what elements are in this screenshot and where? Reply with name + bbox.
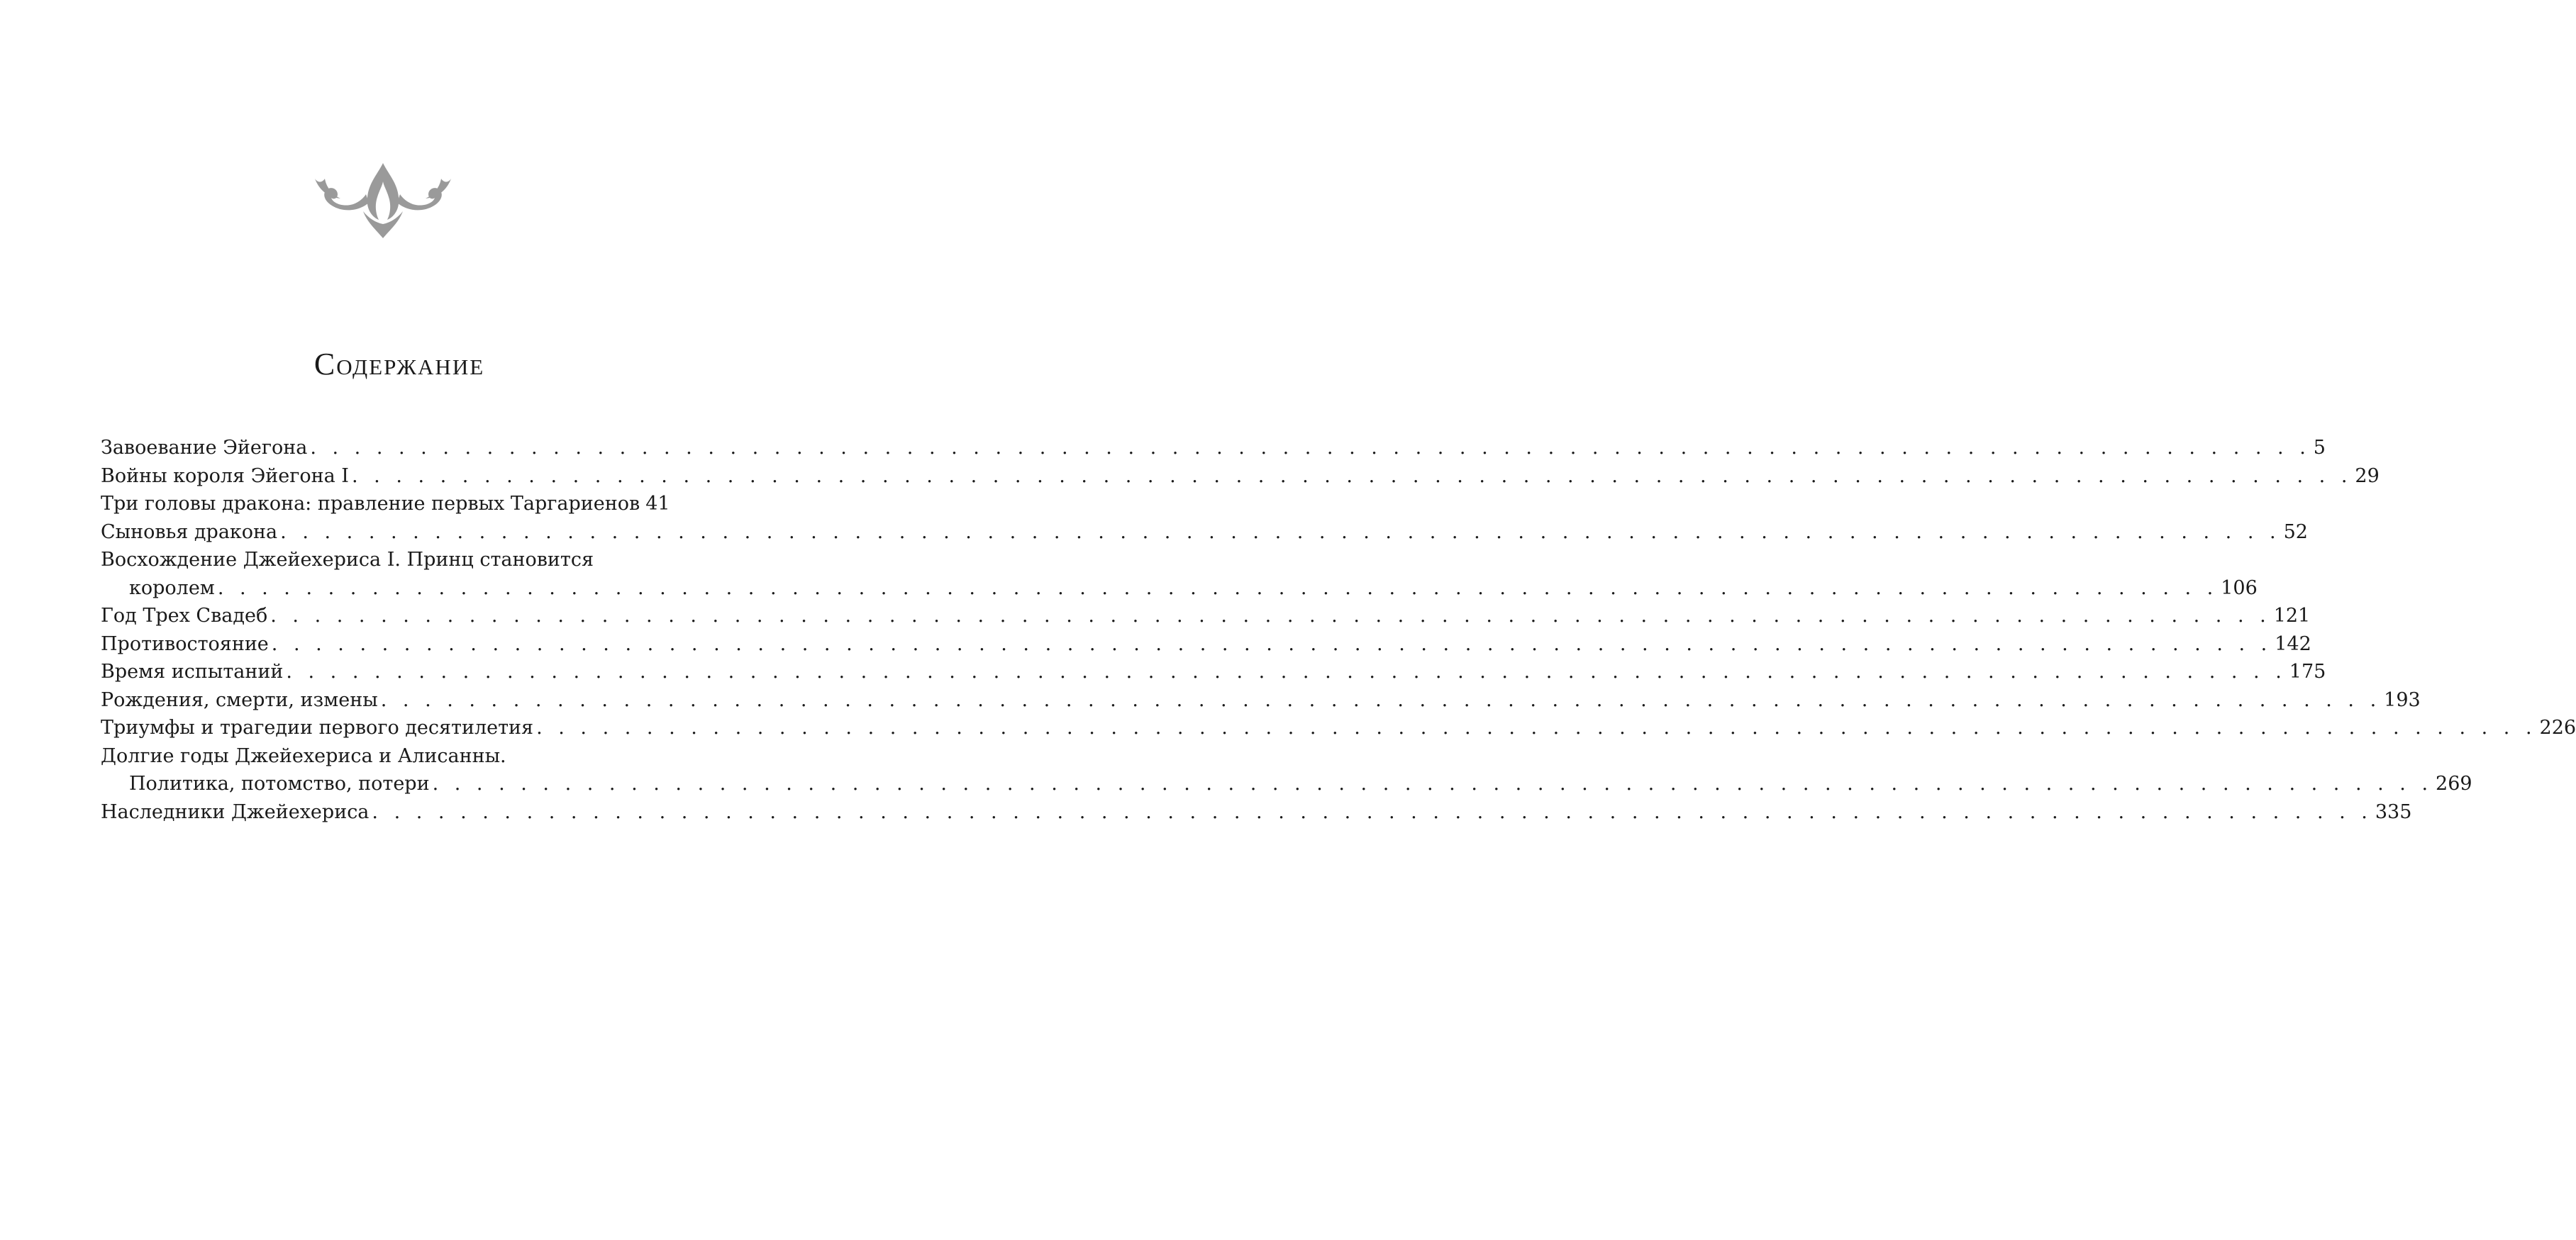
toc-entry-line <box>101 490 670 518</box>
toc-entry-line <box>101 714 2576 742</box>
toc-entry-title: Время испытаний <box>101 661 284 683</box>
toc-page-number: 106 <box>2221 576 2258 599</box>
toc-entry-line <box>101 602 2311 630</box>
toc-entry[interactable] <box>101 798 2412 827</box>
toc-entry-title: Наследники Джейехериса <box>101 800 370 823</box>
toc-entry-line <box>101 462 2380 491</box>
toc-page-number: 142 <box>2275 632 2311 655</box>
toc-entry-line <box>101 434 2326 462</box>
toc-entry-title: Завоевание Эйегона <box>101 437 308 459</box>
toc-entry-continuation <box>101 574 2258 603</box>
toc-entry-title: Триумфы и трагедии первого десятилетия <box>101 717 534 739</box>
dot-leader <box>433 770 2433 798</box>
toc-entry-title: Противостояние <box>101 632 269 655</box>
toc-entry-title: Долгие годы Джейехериса и Алисанны. <box>101 744 506 767</box>
toc-entry-line <box>101 518 2308 547</box>
toc-page-number: 5 <box>2313 437 2326 459</box>
toc-page-number: 175 <box>2289 661 2326 683</box>
toc-entry-title: Год Трех Свадеб <box>101 605 268 627</box>
toc-entry-title: Войны короля Эйегона I <box>101 464 349 487</box>
dot-leader <box>536 714 2536 742</box>
dot-leader <box>381 686 2381 715</box>
dot-leader <box>272 630 2272 659</box>
dot-leader <box>280 518 2280 547</box>
toc-page-number: 52 <box>2283 520 2308 543</box>
toc-entry-continuation <box>101 770 2472 798</box>
page-title: Содержание <box>313 347 485 381</box>
toc-entry-line <box>101 686 2421 715</box>
toc-entry-title: Сыновья дракона <box>101 520 278 543</box>
toc-page-number: 335 <box>2375 800 2412 823</box>
toc-entry-title: Три головы дракона: правление первых Таргариенов <box>101 493 640 515</box>
toc-page-number: 41 <box>645 493 670 515</box>
toc-page-number: 269 <box>2436 773 2472 795</box>
dot-leader <box>372 798 2372 827</box>
fleur-ornament-icon <box>312 162 454 240</box>
toc-entry[interactable] <box>101 462 2380 491</box>
dot-leader <box>352 462 2352 491</box>
toc-entry-title: Восхождение Джейехериса I. Принц становится <box>101 549 594 571</box>
toc-entry-line <box>101 630 2311 659</box>
dot-leader <box>286 658 2286 686</box>
toc-entry[interactable] <box>101 518 2308 547</box>
toc-entry[interactable] <box>101 658 2326 686</box>
toc-page-number: 121 <box>2273 605 2311 627</box>
toc-entry-line <box>101 658 2326 686</box>
toc-entry[interactable] <box>101 742 2472 798</box>
toc-page-number: 193 <box>2384 688 2421 711</box>
toc-page-number: 29 <box>2355 464 2380 487</box>
toc-entry-line <box>101 798 2412 827</box>
dot-leader <box>218 574 2218 603</box>
toc-entry[interactable] <box>101 490 670 518</box>
toc-entry[interactable] <box>101 434 2326 462</box>
toc-entry-line <box>101 546 658 574</box>
dot-leader <box>270 602 2270 630</box>
table-of-contents <box>101 434 2576 826</box>
toc-entry-title: Рождения, смерти, измены <box>101 688 378 711</box>
dot-leader <box>310 434 2310 462</box>
toc-entry[interactable] <box>101 630 2311 659</box>
toc-entry-title: королем <box>129 576 215 599</box>
toc-entry[interactable] <box>101 546 2258 602</box>
toc-entry[interactable] <box>101 686 2421 715</box>
toc-page-number: 226 <box>2539 717 2576 739</box>
toc-entry-line <box>101 742 658 771</box>
toc-entry[interactable] <box>101 714 2576 742</box>
toc-entry-title: Политика, потомство, потери <box>129 773 430 795</box>
toc-entry[interactable] <box>101 602 2311 630</box>
